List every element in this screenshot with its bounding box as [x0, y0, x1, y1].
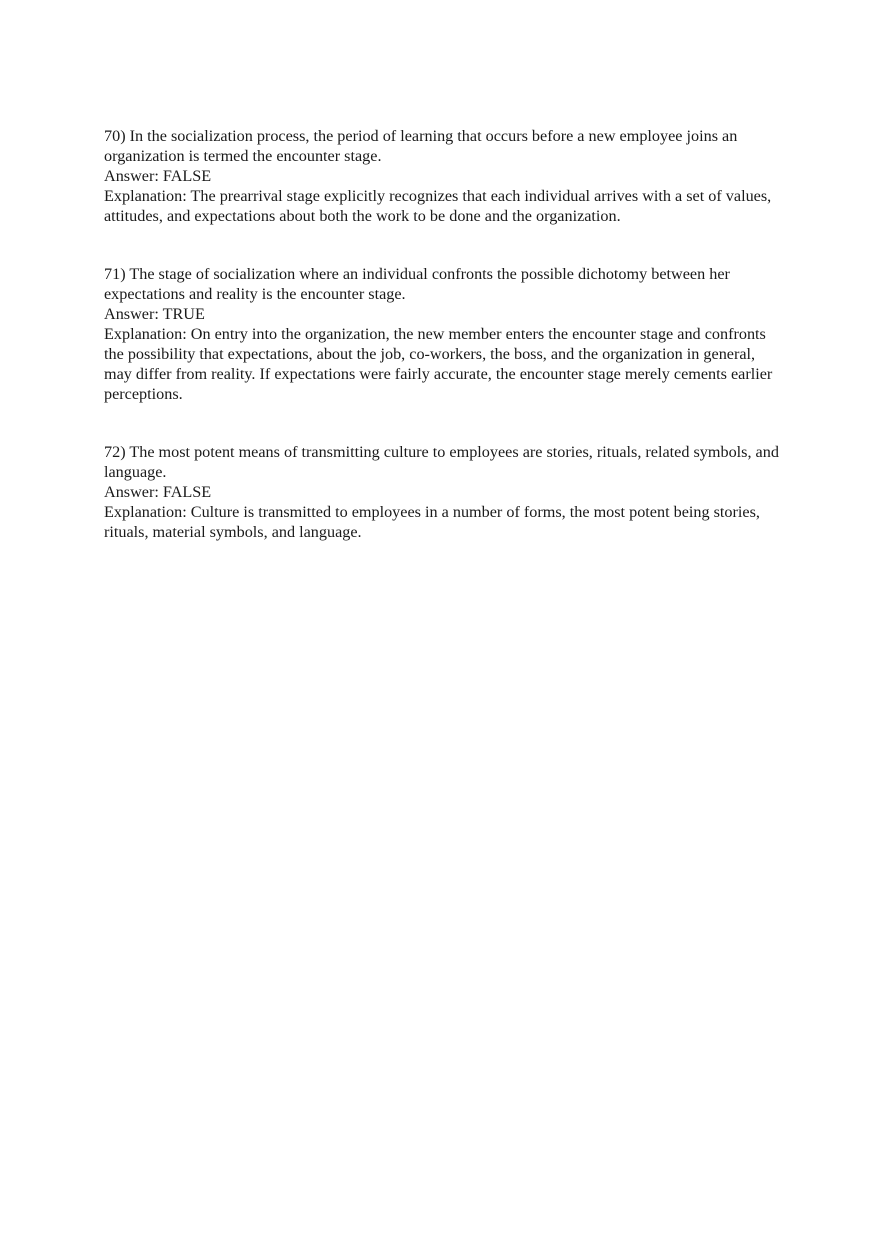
explanation-body: On entry into the organization, the new member enters the encounter stage and confronts the possibility that expectations, about the job, co-workers, the boss, and the organization in general, may differ from reality. If expectations were fairly accurate, the encounter stage merely cements earlier perceptions.: [104, 325, 773, 403]
answer-value: TRUE: [162, 305, 205, 323]
answer-value: FALSE: [162, 483, 212, 501]
answer-line: [104, 166, 784, 186]
question-text: 72) The most potent means of transmitting culture to employees are stories, rituals, related symbols, and language.: [104, 443, 779, 481]
explanation-text: [104, 186, 784, 226]
question-block-72: [104, 442, 784, 542]
answer-value: FALSE: [162, 167, 212, 185]
answer-label: Answer:: [104, 483, 159, 501]
question-text: 71) The stage of socialization where an individual confronts the possible dichotomy between her expectations and reality is the encounter stage.: [104, 265, 730, 303]
explanation-body: The prearrival stage explicitly recognizes that each individual arrives with a set of values, attitudes, and expectations about both the work to be done and the organization.: [104, 187, 772, 225]
question-text: 70) In the socialization process, the period of learning that occurs before a new employee joins an organization is termed the encounter stage.: [104, 127, 738, 165]
answer-line: [104, 304, 784, 324]
explanation-body: Culture is transmitted to employees in a number of forms, the most potent being stories, rituals, material symbols, and language.: [104, 503, 760, 541]
question-block-70: [104, 126, 784, 226]
answer-label: Answer:: [104, 167, 159, 185]
explanation-label: Explanation:: [104, 325, 187, 343]
explanation-text: [104, 324, 784, 404]
explanation-label: Explanation:: [104, 503, 187, 521]
answer-line: [104, 482, 784, 502]
question-block-71: [104, 264, 784, 404]
explanation-text: [104, 502, 784, 542]
answer-label: Answer:: [104, 305, 159, 323]
explanation-label: Explanation:: [104, 187, 187, 205]
